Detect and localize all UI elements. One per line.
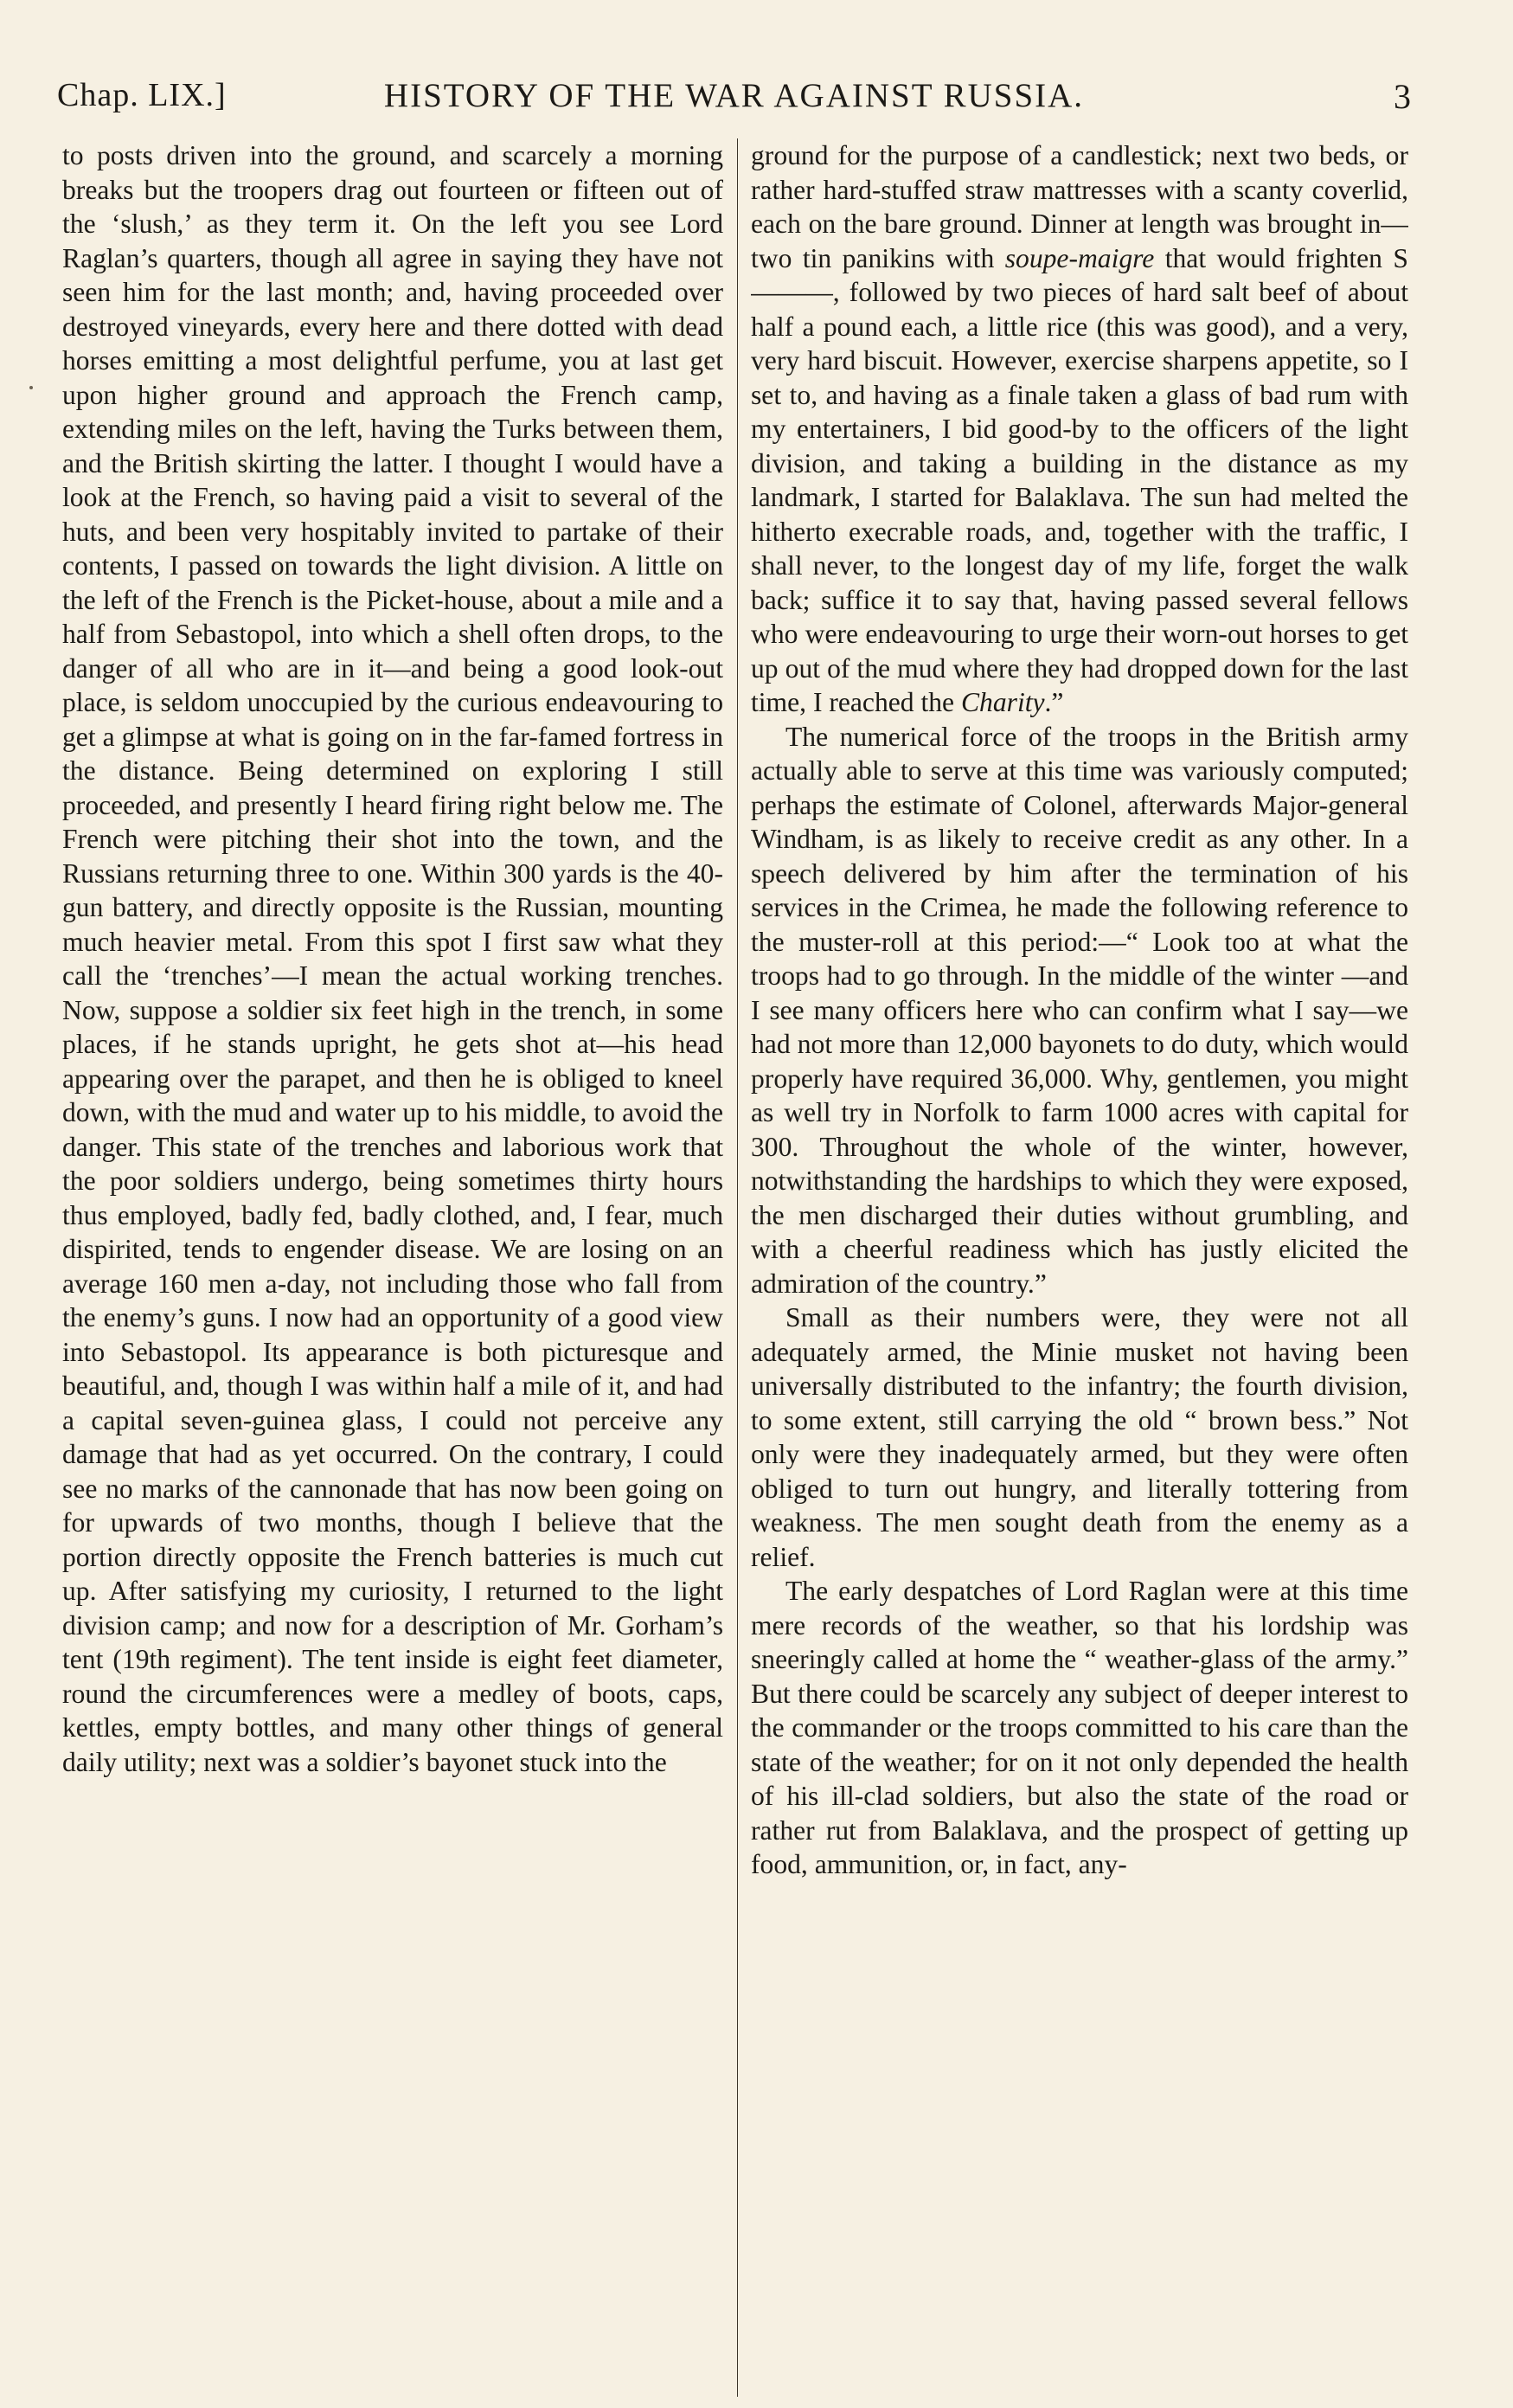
- right-paragraph-1-text-c: .”: [1044, 687, 1064, 717]
- right-paragraph-1: [751, 138, 1408, 720]
- right-paragraph-2: The numerical force of the troops in the British army actually able to serve at this time was variously computed; perhaps the estimate of Colonel, afterwards Major-general Windham, is as likely to receive credit as any other. In a speech delivered by him after the termination of his services in the Crimea, he made the following reference to the muster-roll at this period:—“ Look too at what the troops had to go through. In the middle of the winter —and I see many officers here who can confirm what I say—we had not more than 12,000 bayonets to do duty, which would properly have required 36,000. Why, gentlemen, you might as well try in Norfolk to farm 1000 acres with capital for 300. Throughout the whole of the winter, however, notwithstanding the hardships to which they were exposed, the men discharged their duties without grumbling, and with a cheerful readiness which has justly elicited the admiration of the country.”: [751, 721, 1408, 1299]
- right-paragraph-1-text-b: that would frighten S———, followed by two pieces of hard salt beef of about half a pound each, a little rice (this was good), and a very, very hard biscuit. However, exercise sharpens appetite, so I set to, and having as a finale taken a glass of bad rum with my entertainers, I bid good-by to the officers of the light division, and taking a building in the distance as my landmark, I started for Balaklava. The sun had melted the hitherto execrable roads, and, together with the traffic, I shall never, to the longest day of my life, forget the walk back; suffice it to say that, having passed several fellows who were endeavouring to urge their worn-out horses to get up out of the mud where they had dropped down for the last time, I reached the: [751, 242, 1408, 717]
- right-column: [751, 138, 1408, 2328]
- page-number: 3: [1394, 77, 1411, 116]
- right-paragraph-3: Small as their numbers were, they were not all adequately armed, the Minie musket not having been universally distributed to the infantry; the fourth division, to some extent, still carrying the old “ brown bess.” Not only were they inadequately armed, but they were often obliged to turn out hungry, and literally tottering from weakness. The men sought death from the enemy as a relief.: [751, 1302, 1408, 1572]
- running-header: [57, 76, 1411, 121]
- column-divider: [737, 138, 738, 2397]
- left-paragraph-1: to posts driven into the ground, and scarcely a morning breaks but the troopers drag out fourteen or fifteen out of the ‘slush,’ as they term it. On the left you see Lord Raglan’s quarters, though all agree in saying they have not seen him for the last month; and, having proceeded over destroyed vineyards, every here and there dotted with dead horses emitting a most delightful perfume, you at last get upon higher ground and approach the French camp, extending miles on the left, having the Turks between them, and the British skirting the latter. I thought I would have a look at the French, so having paid a visit to several of the huts, and been very hospitably invited to partake of their contents, I passed on towards the light division. A little on the left of the French is the Picket-house, about a mile and a half from Sebastopol, into which a shell often drops, to the danger of all who are in it—and being a good look-out place, is seldom unoccupied by the curious endeavouring to get a glimpse at what is going on in the far-famed fortress in the distance. Being determined on exploring I still proceeded, and presently I heard firing right below me. The French were pitching their shot into the town, and the Russians returning three to one. Within 300 yards is the 40-gun battery, and directly opposite is the Russian, mounting much heavier metal. From this spot I first saw what they call the ‘trenches’—I mean the actual working trenches. Now, suppose a soldier six feet high in the trench, in some places, if he stands upright, he gets shot at—his head appearing over the parapet, and then he is obliged to kneel down, with the mud and water up to his middle, to avoid the danger. This state of the trenches and laborious work that the poor soldiers undergo, being sometimes thirty hours thus employed, badly fed, badly clothed, and, I fear, much dispirited, tends to engender disease. We are losing on an average 160 men a-day, not including those who fall from the enemy’s guns. I now had an opportunity of a good view into Sebastopol. Its appearance is both picturesque and beautiful, and, though I was within half a mile of it, and had a capital seven-guinea glass, I could not perceive any damage that had as yet occurred. On the contrary, I could see no marks of the cannonade that has now been going on for upwards of two months, though I believe that the portion directly opposite the French batteries is much cut up. After satisfying my curiosity, I returned to the light division camp; and now for a description of Mr. Gorham’s tent (19th regiment). The tent inside is eight feet diameter, round the circumferences were a medley of boots, caps, kettles, empty bottles, and many other things of general daily utility; next was a soldier’s bayonet stuck into the: [62, 140, 723, 1777]
- right-paragraph-1-italic-charity: Charity: [960, 687, 1045, 717]
- print-speck: [29, 386, 33, 389]
- running-title: HISTORY OF THE WAR AGAINST RUSSIA.: [383, 77, 1085, 114]
- right-paragraph-1-text-a: ground for the purpose of a candlestick; next two beds, or rather hard-stuffed straw mattresses with a scanty coverlid, each on the bare ground. Dinner at length was brought in—two tin panikins with: [751, 140, 1408, 273]
- left-column: [62, 138, 723, 2328]
- chapter-label: Chap. LIX.]: [57, 77, 227, 113]
- right-paragraph-1-italic-soupe: soupe-maigre: [1004, 242, 1155, 273]
- right-paragraph-4: The early despatches of Lord Raglan were at this time mere records of the weather, so that his lordship was sneeringly called at home the “ weather-glass of the army.” But there could be scarcely any subject of deeper interest to the commander or the troops committed to his care than the state of the weather; for on it not only depended the health of his ill-clad soldiers, but also the state of the road or rather rut from Balaklava, and the prospect of getting up food, ammunition, or, in fact, any-: [751, 1576, 1408, 1879]
